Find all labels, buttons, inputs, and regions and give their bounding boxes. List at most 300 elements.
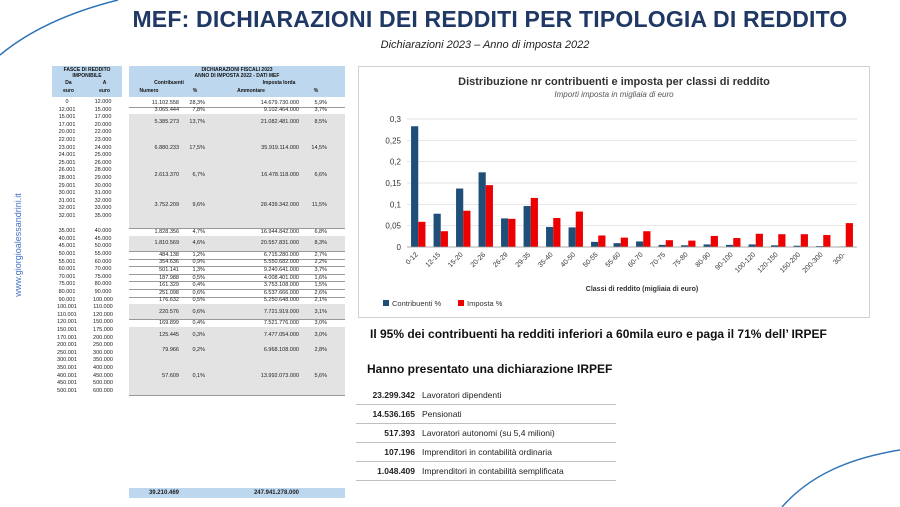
- group-perc-contribuenti: 0,4%: [192, 282, 205, 289]
- group-perc-contribuenti: 6,7%: [192, 171, 205, 178]
- irpef-label: Lavoratori autonomi (su 5,4 milioni): [422, 428, 555, 438]
- group-ammontare: 9.240.641.000: [263, 266, 299, 273]
- bracket-row: [52, 145, 122, 153]
- bracket-row: [52, 205, 122, 213]
- bar-imposta: [688, 241, 695, 247]
- bar-imposta: [441, 231, 448, 247]
- bracket-to: 55.000: [94, 251, 112, 257]
- bracket-from: 500.001: [57, 387, 77, 394]
- bracket-to: 40.000: [94, 228, 112, 235]
- group-perc-contribuenti: 0,5%: [192, 274, 205, 281]
- bracket-to: 200.000: [93, 334, 113, 341]
- x-tick-label: 20-26: [469, 251, 488, 270]
- irpef-row: [356, 424, 616, 443]
- bar-imposta: [733, 238, 740, 247]
- irpef-count: 23.299.342: [372, 390, 415, 400]
- group-perc-contribuenti: 0,1%: [192, 373, 205, 380]
- bracket-row: [52, 167, 122, 175]
- x-tick-label: 70-75: [649, 251, 668, 270]
- bar-contribuenti: [591, 242, 598, 247]
- group-perc-imposta: 3,7%: [314, 107, 327, 114]
- group-numero: 251.098: [159, 289, 179, 296]
- bracket-row: [52, 152, 122, 160]
- group-numero: 6.880.233: [154, 145, 179, 152]
- bracket-row: [52, 319, 122, 327]
- header-dichiarazioni: DICHIARAZIONI FISCALI 2023: [201, 67, 273, 73]
- bracket-to: 70.000: [94, 266, 112, 273]
- table-total-row: [129, 488, 345, 498]
- bracket-row: [52, 221, 122, 229]
- header-perc1: %: [192, 88, 198, 94]
- group-numero: 354.636: [159, 259, 179, 266]
- bracket-from: 45.001: [58, 243, 76, 250]
- bracket-from: 75.001: [58, 281, 76, 288]
- bracket-row: [52, 122, 122, 130]
- bracket-to: 110.000: [93, 304, 113, 311]
- bracket-from: 12.001: [58, 106, 76, 113]
- bar-imposta: [823, 235, 830, 247]
- left-table-header: [52, 66, 122, 97]
- group-ammontare: 28.439.342.000: [260, 202, 299, 209]
- irpef-row: [356, 462, 616, 481]
- group-numero: 125.445: [159, 331, 179, 338]
- group-perc-imposta: 3,0%: [314, 320, 327, 327]
- bar-contribuenti: [456, 189, 463, 247]
- bracket-to: 32.000: [94, 197, 112, 204]
- group-ammontare: 5.550.682.000: [263, 259, 299, 266]
- bracket-row: [52, 160, 122, 168]
- y-tick-label: 0,1: [389, 200, 401, 210]
- irpef-label: Imprenditori in contabilità semplificata: [422, 466, 564, 476]
- bracket-from: 80.001: [58, 289, 76, 295]
- bracket-row: [52, 327, 122, 335]
- bar-contribuenti: [411, 126, 418, 247]
- header-imposta-lorda: Imposta lorda: [262, 80, 296, 86]
- bar-imposta: [576, 212, 583, 247]
- group-perc-contribuenti: 0,5%: [192, 297, 205, 304]
- group-perc-contribuenti: 17,5%: [189, 145, 205, 152]
- group-perc-contribuenti: 0,9%: [192, 259, 205, 266]
- group-perc-imposta: 2,6%: [314, 289, 327, 296]
- bracket-from: 55.001: [58, 258, 76, 265]
- bar-imposta: [778, 234, 785, 247]
- chart-subtitle: Importi imposta in migliaia di euro: [554, 90, 674, 99]
- income-group-row: [129, 357, 345, 396]
- bracket-to: 28.000: [94, 167, 112, 174]
- bracket-from: 35.001: [58, 228, 76, 235]
- bracket-row: [52, 357, 122, 365]
- income-group-row: [129, 183, 345, 230]
- group-numero: 169.899: [159, 320, 179, 327]
- group-perc-contribuenti: 7,8%: [192, 107, 205, 114]
- x-tick-label: 60-70: [627, 251, 645, 270]
- x-tick-label: 90-100: [714, 251, 735, 272]
- irpef-count: 1.048.409: [377, 466, 415, 476]
- bracket-to: 400.000: [93, 365, 113, 371]
- y-tick-label: 0,25: [385, 136, 401, 146]
- bracket-row: [52, 190, 122, 198]
- bottom-right-curve: [780, 440, 900, 507]
- bracket-to: 30.000: [94, 182, 112, 189]
- bracket-row: [52, 365, 122, 373]
- bracket-row: [52, 175, 122, 183]
- bracket-from: 400.001: [57, 372, 77, 379]
- x-tick-label: 150-200: [779, 251, 803, 275]
- group-ammontare: 7.477.054.000: [263, 331, 299, 338]
- bracket-from: 32.001: [58, 205, 76, 212]
- x-tick-label: 12-15: [424, 251, 443, 270]
- bracket-from: 100.001: [57, 304, 77, 311]
- x-tick-label: 50-55: [582, 251, 600, 270]
- chart-title: Distribuzione nr contribuenti e imposta per classi di reddito: [458, 76, 770, 88]
- bracket-to: 26.000: [94, 159, 112, 166]
- bracket-to: 33.000: [94, 205, 112, 212]
- group-perc-imposta: 3,7%: [314, 266, 327, 273]
- irpef-row: [356, 405, 616, 424]
- group-numero: 161.329: [159, 282, 179, 289]
- group-numero: 1.810.569: [154, 240, 179, 247]
- bar-imposta: [486, 185, 493, 247]
- bracket-to: 45.000: [94, 235, 112, 242]
- bracket-row: [52, 312, 122, 320]
- group-ammontare: 7.721.919.000: [263, 308, 299, 315]
- top-left-curve: [0, 0, 120, 60]
- group-numero: 11.102.558: [151, 99, 179, 106]
- y-tick-label: 0,05: [385, 221, 401, 231]
- group-numero: 79.966: [162, 346, 179, 353]
- bar-contribuenti: [524, 206, 531, 247]
- bracket-row: [52, 304, 122, 312]
- bracket-from: 450.001: [57, 380, 77, 387]
- bracket-row: [52, 183, 122, 191]
- bracket-to: 22.000: [94, 129, 112, 136]
- income-brackets-table: [52, 66, 345, 498]
- group-perc-contribuenti: 0,3%: [192, 331, 205, 338]
- bracket-from: 110.001: [57, 311, 77, 318]
- bracket-from: 15.001: [58, 114, 76, 121]
- bar-contribuenti: [569, 227, 576, 247]
- group-ammontare: 21.082.481.000: [260, 118, 299, 125]
- bracket-from: 26.001: [58, 167, 76, 174]
- bracket-row: [52, 228, 122, 236]
- group-ammontare: 6.968.108.000: [263, 346, 299, 353]
- group-perc-imposta: 1,5%: [314, 282, 327, 289]
- bracket-row: [52, 259, 122, 267]
- y-tick-label: 0,15: [385, 179, 401, 188]
- bracket-to: 17.000: [94, 114, 112, 121]
- group-numero: 1.828.356: [154, 228, 179, 235]
- header-anno: ANNO DI IMPOSTA 2022 - DATI MEF: [194, 73, 280, 79]
- group-ammontare: 3.753.108.000: [263, 282, 299, 289]
- legend-swatch: [458, 300, 464, 306]
- income-group-row: [129, 342, 345, 358]
- bar-imposta: [846, 223, 853, 247]
- bar-contribuenti: [479, 172, 486, 247]
- group-perc-contribuenti: 0,6%: [192, 289, 205, 296]
- income-group-row: [129, 129, 345, 168]
- bracket-row: [52, 236, 122, 244]
- y-tick-label: 0,2: [389, 157, 401, 167]
- group-perc-imposta: 2,1%: [314, 297, 327, 304]
- group-perc-contribuenti: 4,7%: [192, 228, 205, 235]
- group-numero: 501.141: [159, 266, 179, 273]
- x-tick-label: 26-29: [492, 251, 510, 270]
- x-tick-label: 40-50: [559, 251, 578, 270]
- bracket-from: 50.001: [58, 251, 76, 257]
- header-unit-da: euro: [63, 88, 74, 94]
- bar-imposta: [463, 211, 470, 247]
- x-tick-label: 0-12: [404, 251, 420, 267]
- bracket-row: [52, 373, 122, 381]
- bracket-from: 25.001: [58, 159, 76, 166]
- bracket-to: 120.000: [93, 311, 113, 318]
- bracket-from: 200.001: [57, 342, 77, 349]
- bracket-from: 28.001: [58, 175, 76, 181]
- bracket-to: 450.000: [93, 372, 113, 379]
- bracket-from: 170.001: [57, 334, 77, 341]
- bracket-to: 25.000: [94, 152, 112, 159]
- group-perc-imposta: 8,5%: [314, 118, 327, 125]
- bracket-row: [52, 198, 122, 206]
- bracket-to: 100.000: [93, 296, 113, 303]
- bracket-row: [52, 266, 122, 274]
- bracket-from: 29.001: [58, 182, 76, 189]
- bracket-row: [52, 335, 122, 343]
- bar-imposta: [711, 236, 718, 247]
- bracket-row: [52, 107, 122, 115]
- group-perc-imposta: 6,8%: [314, 228, 327, 235]
- bracket-row: [52, 380, 122, 388]
- bracket-from: 22.001: [58, 137, 76, 143]
- group-ammontare: 35.919.114.000: [261, 145, 299, 152]
- bracket-row: [52, 213, 122, 221]
- group-ammontare: 9.102.464.000: [263, 107, 299, 114]
- group-ammontare: 16.944.842.000: [260, 228, 299, 235]
- bracket-to: 80.000: [94, 281, 112, 288]
- irpef-count: 517.393: [384, 428, 415, 438]
- group-perc-imposta: 1,6%: [314, 274, 327, 281]
- bar-imposta: [621, 238, 628, 247]
- x-tick-label: 200-300: [801, 251, 825, 275]
- side-credit-link[interactable]: www.giorgioalessandrini.it: [13, 193, 23, 297]
- x-tick-label: 100-120: [734, 251, 758, 275]
- x-tick-label: 29-35: [514, 251, 533, 270]
- bar-imposta: [598, 235, 605, 247]
- bracket-row: [52, 342, 122, 350]
- header-numero: Numero: [139, 88, 159, 94]
- group-perc-imposta: 3,1%: [314, 308, 327, 315]
- group-perc-imposta: 8,3%: [314, 240, 327, 247]
- bar-contribuenti: [614, 243, 621, 247]
- irpef-title: Hanno presentato una dichiarazione IRPEF: [367, 362, 613, 376]
- x-tick-label: 55-60: [604, 251, 623, 270]
- x-tick-label: 35-40: [537, 251, 555, 270]
- header-imponibile: IMPONIBILE: [72, 73, 102, 79]
- x-tick-label: 300-: [832, 251, 848, 267]
- bar-imposta: [553, 218, 560, 247]
- bar-contribuenti: [434, 214, 441, 247]
- bracket-row: [52, 137, 122, 145]
- y-tick-label: 0: [396, 243, 401, 252]
- legend-label: Imposta %: [467, 299, 503, 308]
- bracket-from: 250.001: [57, 349, 77, 356]
- legend-label: Contribuenti %: [392, 299, 442, 308]
- bracket-row: [52, 350, 122, 358]
- distribution-chart: [358, 66, 870, 318]
- bracket-to: 300.000: [93, 349, 113, 356]
- bracket-to: 350.000: [93, 357, 113, 364]
- group-numero: 176.632: [159, 297, 179, 304]
- income-group-row: [129, 327, 345, 343]
- bracket-to: 175.000: [93, 327, 113, 333]
- income-group-row: [129, 114, 345, 130]
- y-tick-label: 0,3: [389, 115, 401, 124]
- page-title: MEF: DICHIARAZIONI DEI REDDITI PER TIPOLOGIA DI REDDITO: [132, 6, 848, 32]
- bracket-from: 120.001: [57, 319, 77, 326]
- x-tick-label: 15-20: [447, 251, 465, 270]
- group-perc-imposta: 11,5%: [311, 202, 327, 209]
- bracket-row: [52, 114, 122, 122]
- bracket-to: 150.000: [93, 319, 113, 326]
- x-tick-label: 120-150: [756, 251, 780, 275]
- x-tick-label: 75-80: [672, 251, 690, 270]
- bracket-to: 600.000: [93, 387, 113, 394]
- group-perc-contribuenti: 1,2%: [192, 251, 205, 258]
- group-ammontare: 6.715.280.000: [263, 251, 299, 258]
- bar-imposta: [666, 240, 673, 247]
- bracket-to: 50.000: [94, 243, 112, 250]
- bracket-to: 12.000: [94, 99, 112, 105]
- group-ammontare: 5.250.648.000: [263, 297, 299, 304]
- bracket-to: 90.000: [94, 289, 112, 295]
- group-perc-contribuenti: 13,7%: [189, 118, 205, 125]
- chart-svg: [359, 67, 869, 317]
- group-numero: 187.988: [159, 274, 179, 281]
- header-unit-a: euro: [99, 88, 110, 94]
- bar-imposta: [508, 219, 515, 247]
- group-perc-contribuenti: 4,6%: [192, 240, 205, 247]
- bracket-to: 250.000: [93, 342, 113, 349]
- group-perc-imposta: 6,6%: [314, 171, 327, 178]
- group-numero: 5.385.273: [154, 118, 179, 125]
- group-numero: 484.138: [159, 251, 179, 258]
- irpef-count: 14.536.165: [372, 409, 415, 419]
- bar-contribuenti: [546, 227, 553, 247]
- bracket-to: 15.000: [94, 106, 112, 113]
- group-ammontare: 14.679.730.000: [260, 99, 299, 106]
- x-tick-label: 80-90: [694, 251, 713, 270]
- bracket-row: [52, 129, 122, 137]
- group-ammontare: 6.537.666.000: [263, 289, 299, 296]
- group-numero: 57.609: [162, 373, 179, 380]
- total-numero: 39.210.469: [148, 490, 179, 496]
- group-perc-imposta: 2,2%: [314, 259, 327, 266]
- bracket-to: 60.000: [94, 258, 112, 265]
- bracket-row: [52, 251, 122, 259]
- irpef-row: [356, 443, 616, 462]
- group-numero: 3.065.444: [154, 107, 179, 114]
- header-contribuenti: Contribuenti: [154, 80, 184, 86]
- total-ammontare: 247.941.278.000: [253, 490, 299, 496]
- bar-imposta: [643, 231, 650, 247]
- group-ammontare: 20.557.831.000: [260, 240, 299, 247]
- group-perc-imposta: 2,8%: [314, 346, 327, 353]
- bracket-from: 40.001: [58, 235, 76, 242]
- bracket-from: 32.001: [58, 213, 76, 219]
- bar-imposta: [801, 234, 808, 247]
- group-ammontare: 7.521.776.000: [263, 320, 299, 327]
- irpef-label: Imprenditori in contabilità ordinaria: [422, 447, 552, 457]
- x-axis-label: Classi di reddito (migliaia di euro): [585, 286, 699, 293]
- header-da: Da: [65, 80, 72, 86]
- group-perc-imposta: 5,6%: [314, 373, 327, 380]
- header-perc2: %: [313, 88, 319, 94]
- bracket-row: [52, 289, 122, 297]
- income-group-row: [129, 167, 345, 183]
- bracket-from: 24.001: [58, 152, 76, 159]
- bracket-to: 24.000: [94, 144, 112, 151]
- income-group-row: [129, 304, 345, 320]
- bracket-row: [52, 388, 122, 396]
- legend-swatch: [383, 300, 389, 306]
- bracket-row: [52, 243, 122, 251]
- group-numero: 220.576: [159, 308, 179, 315]
- bracket-from: 0: [65, 99, 69, 105]
- group-ammontare: 16.478.118.000: [261, 171, 299, 178]
- bracket-to: 29.000: [94, 175, 112, 181]
- group-numero: 2.613.370: [154, 171, 179, 178]
- group-perc-contribuenti: 9,6%: [192, 202, 205, 209]
- group-perc-contribuenti: 0,4%: [192, 320, 205, 327]
- bracket-to: 31.000: [94, 190, 112, 197]
- key-statement: Il 95% dei contribuenti ha redditi inferiori a 60mila euro e paga il 71% dell’ IRPEF: [370, 327, 827, 341]
- group-perc-imposta: 14,5%: [311, 145, 327, 152]
- irpef-list: [356, 386, 616, 481]
- irpef-label: Pensionati: [422, 409, 462, 419]
- irpef-row: [356, 386, 616, 405]
- bracket-from: 20.001: [58, 129, 76, 136]
- bracket-from: 31.001: [58, 197, 76, 204]
- group-perc-contribuenti: 1,3%: [192, 266, 205, 273]
- bracket-to: 75.000: [94, 273, 112, 280]
- bracket-from: 300.001: [57, 357, 77, 364]
- bracket-from: 90.001: [58, 296, 76, 303]
- bracket-from: 17.001: [58, 121, 76, 128]
- header-a: A: [102, 80, 107, 86]
- group-ammontare: 4.008.401.000: [263, 274, 299, 281]
- bracket-row: [52, 99, 122, 107]
- bracket-to: 23.000: [94, 137, 112, 143]
- bracket-from: 70.001: [58, 273, 76, 280]
- bar-contribuenti: [636, 241, 643, 247]
- bar-imposta: [756, 234, 763, 247]
- group-perc-imposta: 2,7%: [314, 251, 327, 258]
- group-perc-contribuenti: 0,6%: [192, 308, 205, 315]
- bracket-to: 500.000: [93, 380, 113, 387]
- bracket-to: 35.000: [94, 213, 112, 219]
- group-perc-contribuenti: 0,2%: [192, 346, 205, 353]
- group-perc-imposta: 3,0%: [314, 331, 327, 338]
- group-perc-imposta: 5,9%: [314, 99, 327, 106]
- header-fasce: FASCE DI REDDITO: [63, 67, 111, 73]
- bracket-from: 23.001: [58, 144, 76, 151]
- irpef-label: Lavoratori dipendenti: [422, 390, 502, 400]
- header-ammontare: Ammontare: [237, 88, 265, 94]
- income-group-row: [129, 236, 345, 252]
- bracket-from: 30.001: [58, 190, 76, 197]
- irpef-count: 107.196: [384, 447, 415, 457]
- bracket-row: [52, 297, 122, 305]
